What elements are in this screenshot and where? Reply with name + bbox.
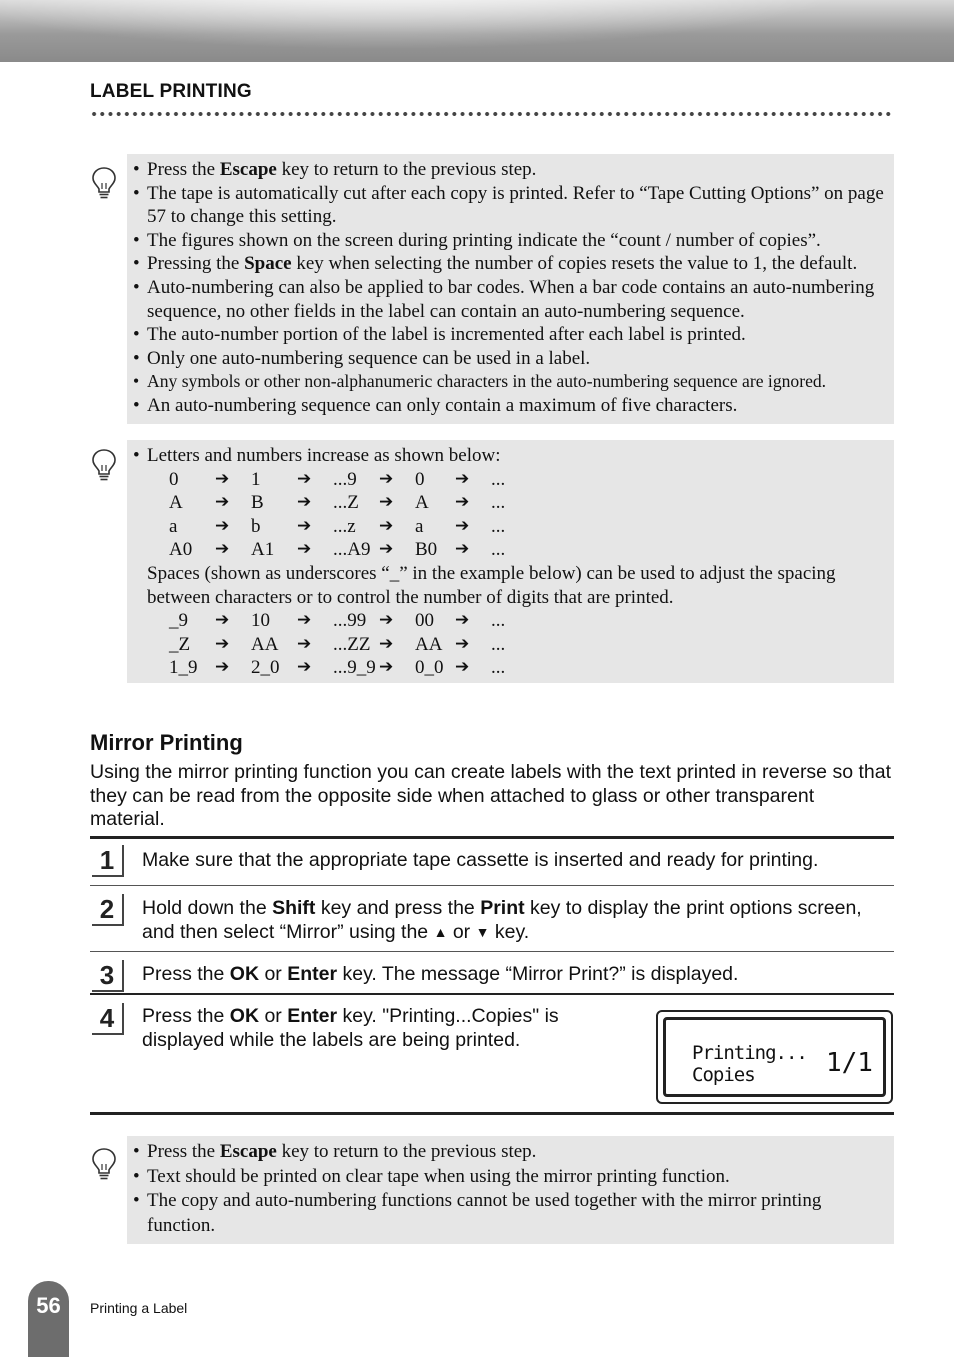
- arrow-icon: ➔: [379, 610, 394, 631]
- arrow-icon: ➔: [297, 539, 312, 560]
- arrow-icon: ➔: [215, 657, 230, 678]
- sequence-value: ...9: [333, 468, 357, 490]
- sequence-value: a: [169, 515, 178, 537]
- step-number-2: 2: [92, 894, 124, 926]
- arrow-icon: ➔: [297, 610, 312, 631]
- section-title: LABEL PRINTING: [90, 81, 252, 102]
- arrow-icon: ➔: [379, 657, 394, 678]
- sequence-value: ...A9: [333, 539, 371, 561]
- sequence-value: AA: [251, 633, 279, 655]
- lightbulb-icon: [90, 1146, 118, 1182]
- sequence-value: ...: [491, 515, 506, 537]
- dotted-divider: [90, 110, 894, 118]
- note-item: • The tape is automatically cut after each copy is printed. Refer to “Tape Cutting Options” on page 57 to change this setting.: [131, 182, 894, 229]
- note-box-copies: [127, 154, 894, 424]
- sequence-row: [169, 656, 894, 680]
- sequence-row: [169, 515, 894, 539]
- note-item: • The auto-number portion of the label is incremented after each label is printed.: [131, 323, 894, 347]
- step-4-text: Press the OK or Enter key. "Printing...Copies" is displayed while the labels are being printed.: [142, 1005, 559, 1051]
- arrow-icon: ➔: [455, 610, 470, 631]
- mirror-printing-intro: Using the mirror printing function you can create labels with the text printed in reverse so that they can be read from the opposite side when attached to glass or other transparent material.: [90, 761, 891, 830]
- sequence-value: 00: [415, 610, 434, 632]
- sequence-value: _Z: [169, 633, 191, 655]
- note-item: • Press the Escape key to return to the previous step.: [131, 1140, 894, 1165]
- sequence-value: 1_9: [169, 657, 198, 679]
- note-item: • Press the Escape key to return to the previous step.: [131, 158, 894, 182]
- arrow-icon: ➔: [455, 515, 470, 536]
- sequence-value: B0: [415, 539, 438, 561]
- note-item: • An auto-numbering sequence can only contain a maximum of five characters.: [131, 394, 894, 418]
- sequence-value: ...: [491, 633, 506, 655]
- space-sequence-table: [169, 609, 894, 680]
- sequence-value: 0: [415, 468, 425, 490]
- arrow-icon: ➔: [379, 539, 394, 560]
- spaces-text: Spaces (shown as underscores “_” in the example below) can be used to adjust the spacing between characters or to control the number of digits that are printed.: [147, 562, 836, 608]
- lcd-copy-count: 1/1: [826, 1048, 873, 1078]
- note-item: • Auto-numbering can also be applied to bar codes. When a bar code contains an auto-numbering sequence, no other fields in the label can contain an auto-numbering sequence.: [131, 276, 894, 323]
- sequence-value: ...: [491, 468, 506, 490]
- mirror-printing-heading: Mirror Printing: [90, 730, 243, 755]
- arrow-icon: ➔: [379, 468, 394, 489]
- step-3-text: Press the OK or Enter key. The message “Mirror Print?” is displayed.: [142, 963, 739, 985]
- step-number-4: 4: [92, 1003, 124, 1035]
- note-item: • Any symbols or other non-alphanumeric characters in the auto-numbering sequence are ignored.: [131, 370, 894, 394]
- lcd-line-2: Copies: [692, 1064, 755, 1086]
- note-list: [131, 1140, 894, 1238]
- sequence-value: 2_0: [251, 657, 280, 679]
- page-number: 56: [28, 1281, 69, 1357]
- arrow-icon: ➔: [455, 633, 470, 654]
- sequence-value: ...99: [333, 610, 367, 632]
- sequence-value: ...Z: [333, 492, 359, 514]
- arrow-icon: ➔: [297, 492, 312, 513]
- sequence-row: [169, 538, 894, 562]
- sequence-row: [169, 491, 894, 515]
- sequence-value: A: [169, 492, 183, 514]
- note-item: • Letters and numbers increase as shown below:: [131, 444, 894, 468]
- note-box-auto-numbering: [127, 440, 894, 683]
- arrow-icon: ➔: [297, 633, 312, 654]
- up-arrow-icon: ▲: [433, 923, 448, 940]
- arrow-icon: ➔: [379, 633, 394, 654]
- arrow-icon: ➔: [297, 515, 312, 536]
- sequence-value: 1: [251, 468, 261, 490]
- sequence-value: 0: [169, 468, 179, 490]
- sequence-value: ...: [491, 492, 506, 514]
- step-divider: [90, 993, 894, 995]
- sequence-value: _9: [169, 610, 188, 632]
- lcd-display: [656, 1010, 893, 1104]
- sequence-value: A1: [251, 539, 275, 561]
- lightbulb-icon: [90, 165, 118, 201]
- lcd-line-1: Printing...: [692, 1042, 807, 1064]
- sequence-value: a: [415, 515, 424, 537]
- arrow-icon: ➔: [215, 633, 230, 654]
- steps-top-rule: [90, 836, 894, 839]
- arrow-icon: ➔: [455, 539, 470, 560]
- sequence-value: 0_0: [415, 657, 444, 679]
- sequence-value: ...9_9: [333, 657, 376, 679]
- sequence-value: b: [251, 515, 261, 537]
- sequence-value: A0: [169, 539, 193, 561]
- sequence-value: ...: [491, 657, 506, 679]
- arrow-icon: ➔: [215, 515, 230, 536]
- note-item: • Text should be printed on clear tape when using the mirror printing function.: [131, 1165, 894, 1190]
- header-banner: [0, 0, 954, 62]
- note-item: • The figures shown on the screen during printing indicate the “count / number of copies”.: [131, 229, 894, 253]
- note-item: • Only one auto-numbering sequence can be used in a label.: [131, 347, 894, 371]
- down-arrow-icon: ▼: [475, 923, 490, 940]
- lightbulb-icon: [90, 447, 118, 483]
- note-list: [131, 158, 894, 418]
- sequence-value: ...: [491, 610, 506, 632]
- arrow-icon: ➔: [215, 539, 230, 560]
- steps-bottom-rule: [90, 1112, 894, 1115]
- arrow-icon: ➔: [455, 657, 470, 678]
- arrow-icon: ➔: [379, 515, 394, 536]
- step-2-text: Hold down the Shift key and press the Print key to display the print options screen, and then select “Mirror” using the ▲ or ▼ key.: [142, 897, 862, 943]
- note-box-mirror: [127, 1136, 894, 1244]
- arrow-icon: ➔: [297, 468, 312, 489]
- step-divider: [90, 951, 894, 952]
- step-1-text: Make sure that the appropriate tape cassette is inserted and ready for printing.: [142, 849, 819, 871]
- note-item: • Pressing the Space key when selecting the number of copies resets the value to 1, the default.: [131, 252, 894, 276]
- sequence-value: ...ZZ: [333, 633, 371, 655]
- step-divider: [90, 885, 894, 886]
- arrow-icon: ➔: [215, 610, 230, 631]
- step-number-3: 3: [92, 960, 124, 992]
- arrow-icon: ➔: [215, 492, 230, 513]
- sequence-value: A: [415, 492, 429, 514]
- arrow-icon: ➔: [297, 657, 312, 678]
- sequence-value: ...: [491, 539, 506, 561]
- sequence-value: AA: [415, 633, 443, 655]
- arrow-icon: ➔: [455, 468, 470, 489]
- sequence-value: 10: [251, 610, 270, 632]
- note-item: • The copy and auto-numbering functions cannot be used together with the mirror printing function.: [131, 1189, 894, 1238]
- sequence-row: [169, 468, 894, 492]
- arrow-icon: ➔: [455, 492, 470, 513]
- footer-section-name: Printing a Label: [90, 1300, 188, 1316]
- step-number-1: 1: [92, 845, 124, 877]
- sequence-value: ...z: [333, 515, 356, 537]
- sequence-value: B: [251, 492, 264, 514]
- arrow-icon: ➔: [215, 468, 230, 489]
- sequence-row: [169, 609, 894, 633]
- arrow-icon: ➔: [379, 492, 394, 513]
- sequence-row: [169, 633, 894, 657]
- sequence-table: [169, 468, 894, 562]
